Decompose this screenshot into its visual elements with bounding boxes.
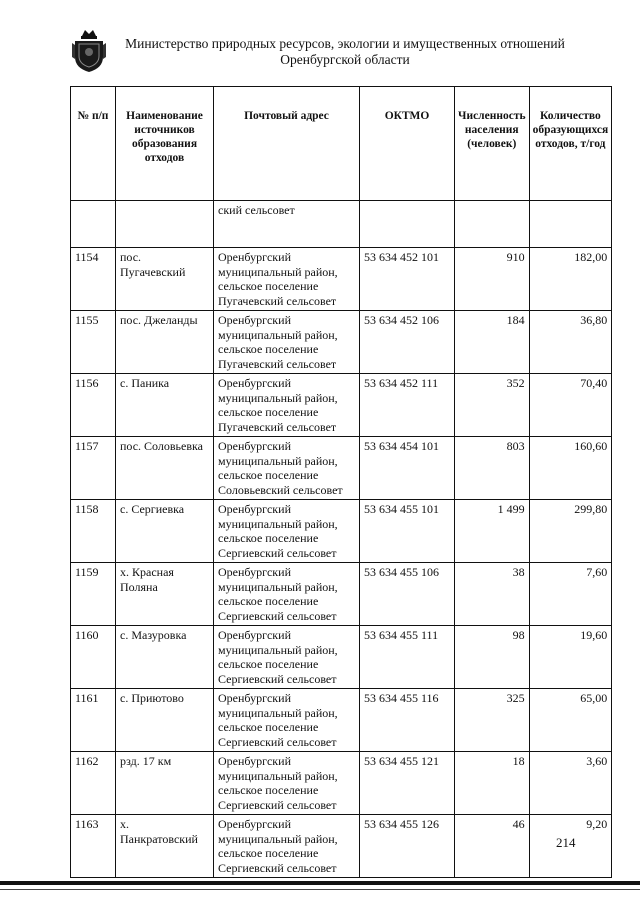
col-header-waste: Количество образующихся отходов, т/год bbox=[529, 87, 612, 201]
cell-waste: 9,20 bbox=[529, 815, 612, 878]
cell-source-name: с. Сергиевка bbox=[116, 500, 214, 563]
table-row bbox=[71, 815, 612, 878]
cell-source-name: с. Приютово bbox=[116, 689, 214, 752]
cell-population: 352 bbox=[455, 374, 530, 437]
cell-source-name: с. Мазуровка bbox=[116, 626, 214, 689]
table-row bbox=[71, 500, 612, 563]
cell-empty bbox=[116, 201, 214, 248]
cell-waste: 299,80 bbox=[529, 500, 612, 563]
cell-waste: 19,60 bbox=[529, 626, 612, 689]
cell-address: Оренбургский муниципальный район, сельское поселение Пугачевский сельсовет bbox=[214, 374, 360, 437]
col-header-oktmo: ОКТМО bbox=[360, 87, 455, 201]
cell-source-name: х. Красная Поляна bbox=[116, 563, 214, 626]
cell-population: 184 bbox=[455, 311, 530, 374]
coat-of-arms-icon bbox=[72, 27, 106, 73]
table-row bbox=[71, 437, 612, 500]
col-header-number: № п/п bbox=[71, 87, 116, 201]
table-row bbox=[71, 311, 612, 374]
col-header-source-name: Наименование источников образования отходов bbox=[116, 87, 214, 201]
cell-oktmo: 53 634 455 121 bbox=[360, 752, 455, 815]
footer-rule-thin bbox=[0, 889, 640, 890]
cell-empty bbox=[71, 201, 116, 248]
cell-empty bbox=[455, 201, 530, 248]
cell-oktmo: 53 634 455 101 bbox=[360, 500, 455, 563]
cell-address: Оренбургский муниципальный район, сельское поселение Сергиевский сельсовет bbox=[214, 752, 360, 815]
cell-number: 1154 bbox=[71, 248, 116, 311]
cell-population: 910 bbox=[455, 248, 530, 311]
cell-oktmo: 53 634 454 101 bbox=[360, 437, 455, 500]
cell-number: 1157 bbox=[71, 437, 116, 500]
cell-empty bbox=[529, 201, 612, 248]
cell-waste: 3,60 bbox=[529, 752, 612, 815]
cell-population: 46 bbox=[455, 815, 530, 878]
cell-address: Оренбургский муниципальный район, сельское поселение Пугачевский сельсовет bbox=[214, 248, 360, 311]
cell-empty bbox=[360, 201, 455, 248]
cell-address: Оренбургский муниципальный район, сельское поселение Сергиевский сельсовет bbox=[214, 563, 360, 626]
cell-source-name: х. Панкратовский bbox=[116, 815, 214, 878]
cell-oktmo: 53 634 452 106 bbox=[360, 311, 455, 374]
cell-number: 1155 bbox=[71, 311, 116, 374]
cell-waste: 36,80 bbox=[529, 311, 612, 374]
cell-number: 1158 bbox=[71, 500, 116, 563]
cell-address: Оренбургский муниципальный район, сельское поселение Соловьевский сельсовет bbox=[214, 437, 360, 500]
cell-population: 18 bbox=[455, 752, 530, 815]
cell-oktmo: 53 634 452 101 bbox=[360, 248, 455, 311]
cell-oktmo: 53 634 455 111 bbox=[360, 626, 455, 689]
cell-address-continuation: ский сельсовет bbox=[214, 201, 360, 248]
cell-number: 1161 bbox=[71, 689, 116, 752]
cell-population: 38 bbox=[455, 563, 530, 626]
cell-waste: 70,40 bbox=[529, 374, 612, 437]
cell-waste: 7,60 bbox=[529, 563, 612, 626]
cell-oktmo: 53 634 455 106 bbox=[360, 563, 455, 626]
cell-number: 1162 bbox=[71, 752, 116, 815]
cell-population: 1 499 bbox=[455, 500, 530, 563]
cell-number: 1159 bbox=[71, 563, 116, 626]
cell-number: 1163 bbox=[71, 815, 116, 878]
cell-source-name: пос. Соловьевка bbox=[116, 437, 214, 500]
waste-sources-table bbox=[70, 86, 612, 878]
col-header-address: Почтовый адрес bbox=[214, 87, 360, 201]
ministry-name: Министерство природных ресурсов, экологии и имущественных отношений bbox=[125, 36, 565, 51]
region-name: Оренбургской области bbox=[280, 52, 410, 67]
cell-address: Оренбургский муниципальный район, сельское поселение Сергиевский сельсовет bbox=[214, 689, 360, 752]
cell-number: 1160 bbox=[71, 626, 116, 689]
cell-source-name: с. Паника bbox=[116, 374, 214, 437]
cell-oktmo: 53 634 452 111 bbox=[360, 374, 455, 437]
table-row bbox=[71, 689, 612, 752]
cell-source-name: рзд. 17 км bbox=[116, 752, 214, 815]
page-number: 214 bbox=[556, 835, 576, 850]
cell-population: 803 bbox=[455, 437, 530, 500]
cell-population: 98 bbox=[455, 626, 530, 689]
cell-waste: 182,00 bbox=[529, 248, 612, 311]
cell-oktmo: 53 634 455 116 bbox=[360, 689, 455, 752]
cell-address: Оренбургский муниципальный район, сельское поселение Сергиевский сельсовет bbox=[214, 626, 360, 689]
cell-source-name: пос. Пугачевский bbox=[116, 248, 214, 311]
cell-address: Оренбургский муниципальный район, сельское поселение Сергиевский сельсовет bbox=[214, 500, 360, 563]
table-row-continuation bbox=[71, 201, 612, 248]
table-row bbox=[71, 248, 612, 311]
table-row bbox=[71, 563, 612, 626]
footer-rule bbox=[0, 881, 640, 885]
table-header-row bbox=[71, 87, 612, 201]
cell-waste: 65,00 bbox=[529, 689, 612, 752]
cell-oktmo: 53 634 455 126 bbox=[360, 815, 455, 878]
ministry-header bbox=[110, 36, 580, 68]
cell-number: 1156 bbox=[71, 374, 116, 437]
table-row bbox=[71, 374, 612, 437]
table-row bbox=[71, 752, 612, 815]
cell-address: Оренбургский муниципальный район, сельское поселение Сергиевский сельсовет bbox=[214, 815, 360, 878]
table-row bbox=[71, 626, 612, 689]
cell-waste: 160,60 bbox=[529, 437, 612, 500]
cell-source-name: пос. Джеланды bbox=[116, 311, 214, 374]
cell-population: 325 bbox=[455, 689, 530, 752]
cell-address: Оренбургский муниципальный район, сельское поселение Пугачевский сельсовет bbox=[214, 311, 360, 374]
col-header-population: Численность населения (человек) bbox=[455, 87, 530, 201]
